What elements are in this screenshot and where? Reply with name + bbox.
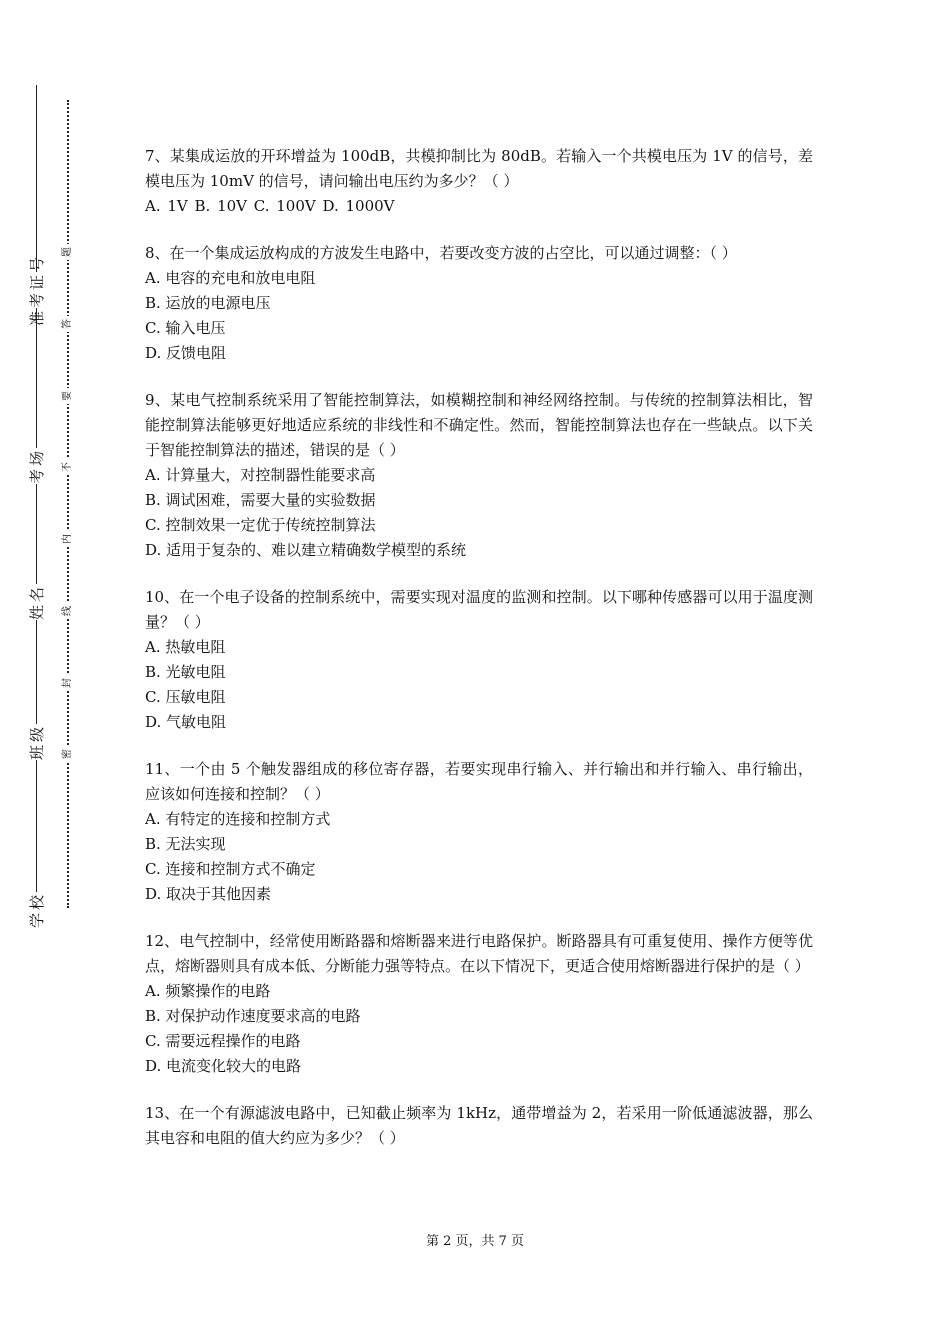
- option-d: D. 电流变化较大的电路: [145, 1057, 302, 1075]
- option-d: D. 反馈电阻: [145, 344, 227, 362]
- option-b: B. 光敏电阻: [145, 663, 226, 681]
- question-13: [145, 1101, 813, 1151]
- option-d: D. 适用于复杂的、难以建立精确数学模型的系统: [145, 541, 467, 559]
- seal-char: 内: [60, 531, 76, 547]
- question-stem: 10、在一个电子设备的控制系统中，需要实现对温度的监测和控制。以下哪种传感器可以用于温度测量？（ ）: [145, 588, 813, 631]
- class-label: 班级: [6, 724, 66, 760]
- seal-char: 封: [60, 675, 76, 691]
- seal-char: 密: [60, 746, 76, 762]
- option-a: A. 频繁操作的电路: [145, 982, 271, 1000]
- option-d: D. 取决于其他因素: [145, 885, 272, 903]
- option-c: C. 连接和控制方式不确定: [145, 860, 316, 878]
- option-b: B. 对保护动作速度要求高的电路: [145, 1007, 361, 1025]
- question-stem: 8、在一个集成运放构成的方波发生电路中，若要改变方波的占空比，可以通过调整：（ ）: [145, 244, 737, 262]
- option-b: B. 调试困难，需要大量的实验数据: [145, 491, 376, 509]
- option-a: A. 计算量大，对控制器性能要求高: [145, 466, 376, 484]
- question-stem: 9、某电气控制系统采用了智能控制算法，如模糊控制和神经网络控制。与传统的控制算法相比，智能控制算法能够更好地适应系统的非线性和不确定性。然而，智能控制算法也存在一些缺点。以下关于智能控制算法的描述，错误的是（ ）: [145, 391, 813, 459]
- option-c: C. 需要远程操作的电路: [145, 1032, 301, 1050]
- school-label: 学校: [6, 892, 66, 928]
- question-8: [145, 241, 813, 366]
- question-12: [145, 929, 813, 1079]
- option-c: C. 控制效果一定优于传统控制算法: [145, 516, 376, 534]
- seal-char: 题: [60, 244, 76, 260]
- option-a: A. 有特定的连接和控制方式: [145, 810, 331, 828]
- seal-char: 不: [60, 459, 76, 475]
- seal-char: 答: [60, 316, 76, 332]
- question-stem: 7、某集成运放的开环增益为 100dB，共模抑制比为 80dB。若输入一个共模电压为 1V 的信号，差模电压为 10mV 的信号，请问输出电压约为多少？（ ）: [145, 147, 813, 190]
- question-7: [145, 144, 813, 219]
- question-options: A. 1V B. 10V C. 100V D. 1000V: [145, 197, 395, 215]
- question-10: [145, 585, 813, 735]
- question-stem: 13、在一个有源滤波电路中，已知截止频率为 1kHz，通带增益为 2，若采用一阶低通滤波器，那么其电容和电阻的值大约应为多少？（ ）: [145, 1104, 813, 1147]
- seal-dotted-line: [67, 100, 69, 908]
- question-stem: 11、一个由 5 个触发器组成的移位寄存器，若要实现串行输入、并行输出和并行输入、串行输出，应该如何连接和控制？（ ）: [145, 760, 813, 803]
- question-9: [145, 388, 813, 563]
- exam-room-label: 考场: [6, 448, 66, 484]
- seal-char: 线: [60, 603, 76, 619]
- seal-char: 要: [60, 388, 76, 404]
- student-name-label: 姓名: [6, 584, 66, 620]
- option-c: C. 输入电压: [145, 319, 226, 337]
- binding-line: [36, 85, 37, 923]
- option-b: B. 无法实现: [145, 835, 226, 853]
- question-11: [145, 757, 813, 907]
- option-c: C. 压敏电阻: [145, 688, 226, 706]
- option-b: B. 运放的电源电压: [145, 294, 271, 312]
- option-a: A. 热敏电阻: [145, 638, 226, 656]
- question-list: [145, 144, 813, 1173]
- exam-id-label: 准考证号: [6, 272, 66, 308]
- page-number: 第 2 页，共 7 页: [425, 1234, 525, 1249]
- option-d: D. 气敏电阻: [145, 713, 227, 731]
- option-a: A. 电容的充电和放电电阻: [145, 269, 316, 287]
- question-stem: 12、电气控制中，经常使用断路器和熔断器来进行电路保护。断路器具有可重复使用、操作方便等优点，熔断器则具有成本低、分断能力强等特点。在以下情况下，更适合使用熔断器进行保护的是（ ）: [145, 932, 813, 975]
